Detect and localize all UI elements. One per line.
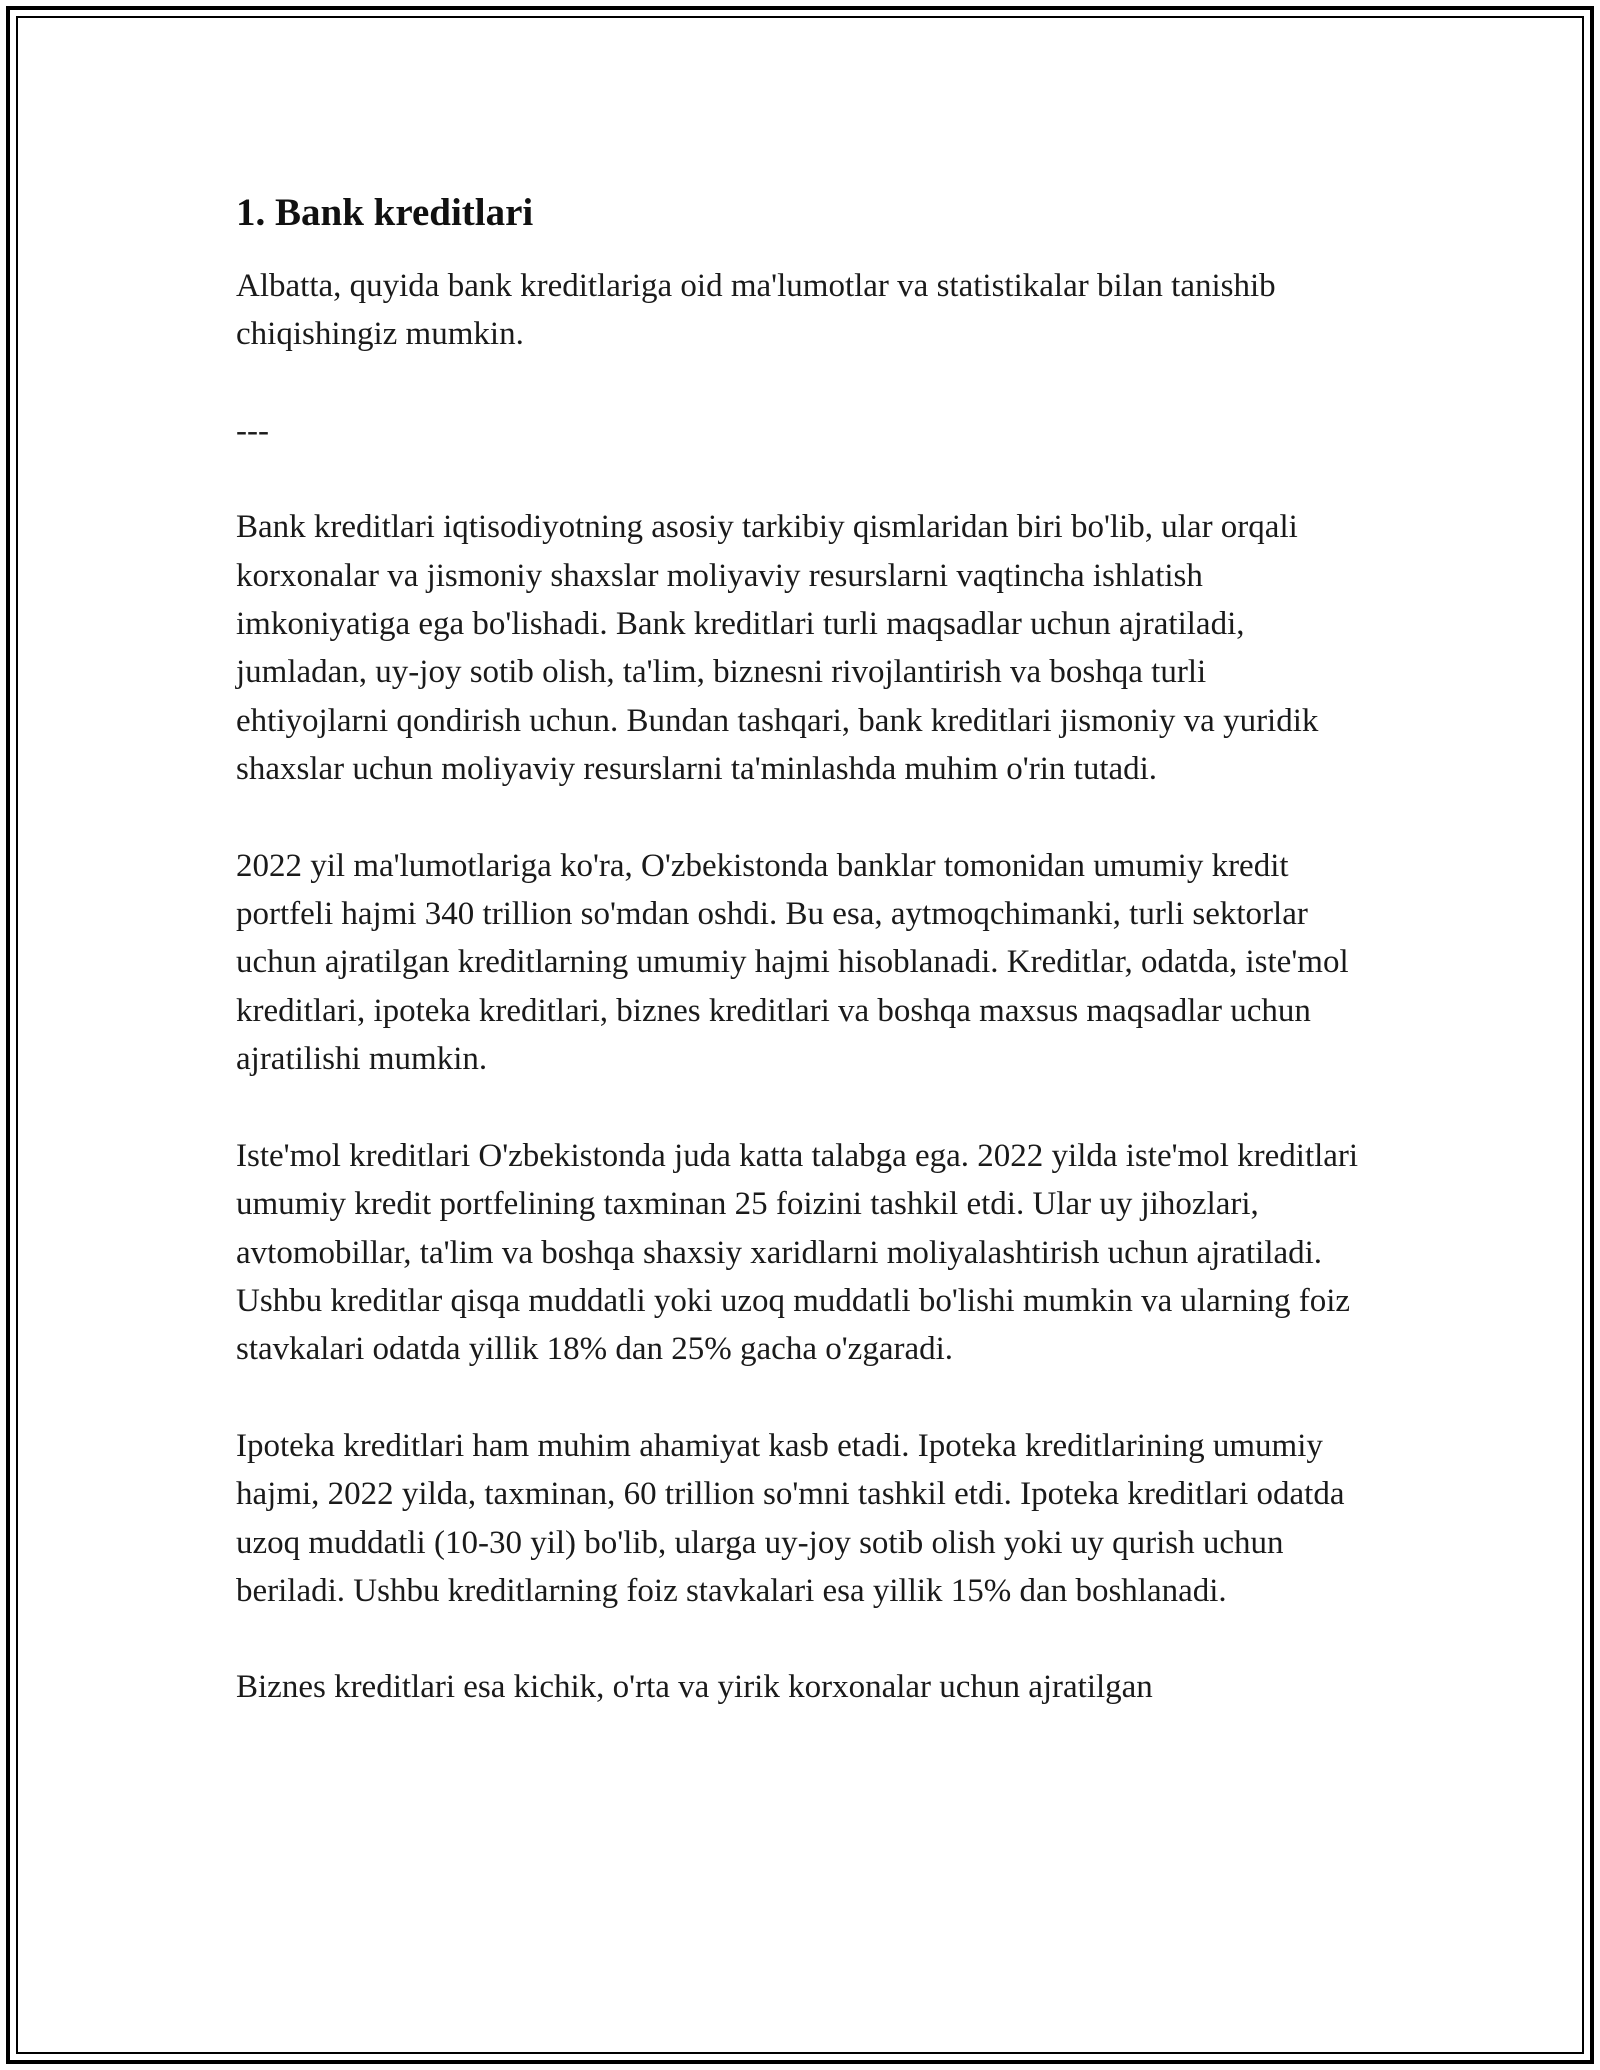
paragraph-mortgage-credits: Ipoteka kreditlari ham muhim ahamiyat kasb etadi. Ipoteka kreditlarining umumiy hajmi, 2022 yilda, taxminan, 60 trillion so'mni tashkil etdi. Ipoteka kreditlari odatda uzoq muddatli (10-30 yil) bo'lib, ularga uy-joy sotib olish yoki uy qurish uchun beriladi. Ushbu kreditlarning foiz stavkalari esa yillik 15% dan boshlanadi.: [236, 1427, 1345, 1609]
separator: ---: [236, 412, 269, 449]
paragraph-consumer-credits: Iste'mol kreditlari O'zbekistonda juda katta talabga ega. 2022 yilda iste'mol kreditlari umumiy kredit portfelining taxminan 25 foizini tashkil etdi. Ular uy jihozlari, avtomobillar, ta'lim va boshqa shaxsiy xaridlarni moliyalashtirish uchun ajratiladi. Ushbu kreditlar qisqa muddatli yoki uzoq muddatli bo'lishi mumkin va ularning foiz stavkalari odatda yillik 18% dan 25% gacha o'zgaradi.: [236, 1137, 1359, 1368]
document-body: [236, 186, 1366, 1760]
paragraph-bank-credits: Bank kreditlari iqtisodiyotning asosiy tarkibiy qismlaridan biri bo'lib, ular orqali korxonalar va jismoniy shaxslar moliyaviy resurslarni vaqtincha ishlatish imkoniyatiga ega bo'lishadi. Bank kreditlari turli maqsadlar uchun ajratiladi, jumladan, uy-joy sotib olish, ta'lim, biznesni rivojlantirish va boshqa turli ehtiyojlarni qondirish uchun. Bundan tashqari, bank kreditlari jismoniy va yuridik shaxslar uchun moliyaviy resurslarni ta'minlashda muhim o'rin tutadi.: [236, 509, 1319, 788]
intro-paragraph: Albatta, quyida bank kreditlariga oid ma'lumotlar va statistikalar bilan tanishib chiqishingiz mumkin.: [236, 268, 1276, 353]
paragraph-portfolio-2022: 2022 yil ma'lumotlariga ko'ra, O'zbekistonda banklar tomonidan umumiy kredit portfeli hajmi 340 trillion so'mdan oshdi. Bu esa, aytmoqchimanki, turli sektorlar uchun ajratilgan kreditlarning umumiy hajmi hisoblanadi. Kreditlar, odatda, iste'mol kreditlari, ipoteka kreditlari, biznes kreditlari va boshqa maxsus maqsadlar uchun ajratilishi mumkin.: [236, 847, 1349, 1078]
paragraph-business-credits: Biznes kreditlari esa kichik, o'rta va yirik korxonalar uchun ajratilgan: [236, 1669, 1153, 1706]
page-title: 1. Bank kreditlari: [236, 191, 534, 234]
